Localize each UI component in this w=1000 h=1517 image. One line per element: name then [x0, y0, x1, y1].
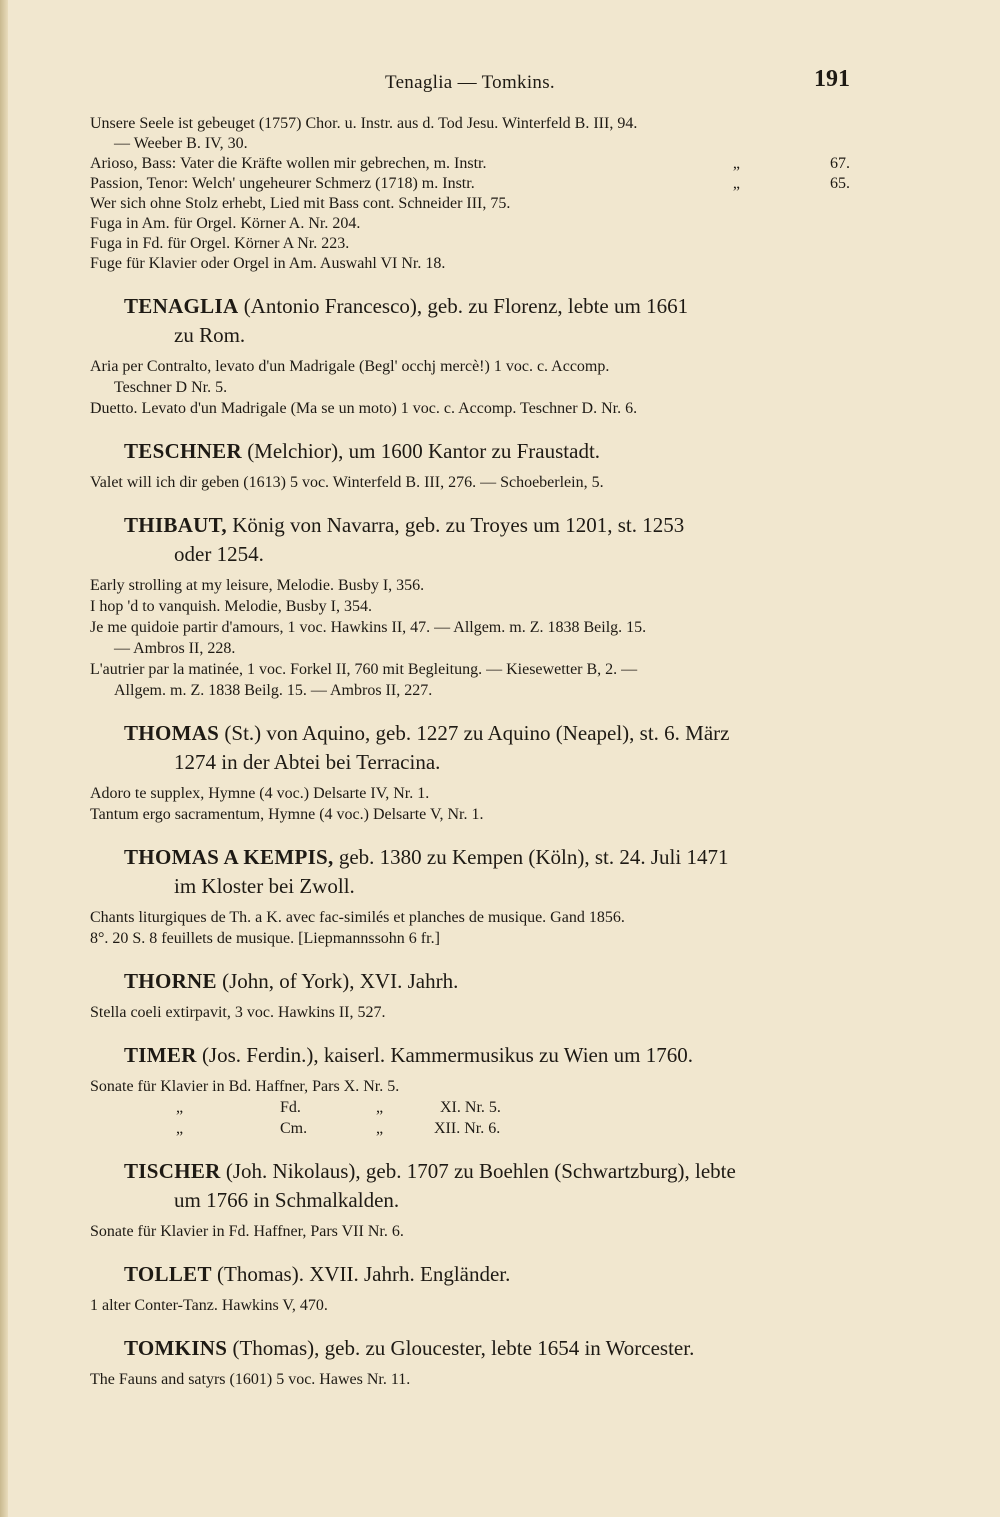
entry-text: Passion, Tenor: Welch' ungeheurer Schmerz (1718) m. Instr. [90, 175, 475, 192]
work-line: — Ambros II, 228. [114, 640, 236, 657]
running-head [90, 60, 850, 96]
continued-entry-list [90, 114, 850, 274]
composer-heading [90, 1334, 850, 1363]
work-line: Valet will ich dir geben (1613) 5 voc. Winterfeld B. III, 276. — Schoeberlein, 5. [90, 474, 604, 491]
composer-name: TOLLET [124, 1262, 212, 1286]
work-line: Allgem. m. Z. 1838 Beilg. 15. — Ambros II, 227. [114, 682, 433, 699]
composer-entry [90, 1041, 850, 1139]
composer-heading [90, 437, 850, 466]
composer-name: THOMAS A KEMPIS, [124, 845, 334, 869]
composer-heading [90, 1041, 850, 1070]
key-text: Cm. [280, 1120, 308, 1137]
composer-description: (Jos. Ferdin.), kaiserl. Kammermusikus zu Wien um 1760. [201, 1043, 693, 1067]
ditto-mark: „ [176, 1099, 184, 1116]
composer-name: THIBAUT, [124, 513, 227, 537]
key-text: Fd. [280, 1099, 301, 1116]
composer-description-cont: zu Rom. [174, 323, 246, 347]
ditto-mark: „ [376, 1120, 384, 1137]
work-line: Chants liturgiques de Th. a K. avec fac-similés et planches de musique. Gand 1856. [90, 909, 625, 926]
composer-description: (St.) von Aquino, geb. 1227 zu Aquino (Neapel), st. 6. März [224, 721, 730, 745]
ditto-mark: „ [732, 175, 740, 192]
composer-description: (Antonio Francesco), geb. zu Florenz, lebte um 1661 [243, 294, 689, 318]
work-line: Aria per Contralto, levato d'un Madrigale (Begl' occhj mercè!) 1 voc. c. Accomp. [90, 358, 610, 375]
work-line: Sonate für Klavier in Bd. Haffner, Pars X. Nr. 5. [90, 1078, 400, 1095]
composer-entry [90, 1334, 850, 1390]
composer-entry [90, 967, 850, 1023]
ditto-mark: „ [732, 155, 740, 172]
composer-entry [90, 292, 850, 419]
composer-entry [90, 1157, 850, 1242]
continued-entry-line [90, 154, 850, 174]
composer-heading [90, 511, 850, 569]
entry-text: Arioso, Bass: Vater die Kräfte wollen mir gebrechen, m. Instr. [90, 155, 487, 172]
composer-name: TESCHNER [124, 439, 242, 463]
composer-description: (Thomas). XVII. Jahrh. Engländer. [217, 1262, 511, 1286]
continued-entry-line [90, 174, 850, 194]
work-line: 8°. 20 S. 8 feuillets de musique. [Liepmannssohn 6 fr.] [90, 930, 440, 947]
composer-name: TOMKINS [124, 1336, 228, 1360]
composer-name: TENAGLIA [124, 294, 239, 318]
composer-name: TISCHER [124, 1159, 221, 1183]
composer-heading [90, 1260, 850, 1289]
ditto-line [90, 1118, 850, 1139]
composer-name: TIMER [124, 1043, 197, 1067]
continued-entry-line: Fuge für Klavier oder Orgel in Am. Auswahl VI Nr. 18. [90, 255, 446, 272]
composer-description-cont: 1274 in der Abtei bei Terracina. [174, 750, 441, 774]
composer-heading [90, 719, 850, 777]
work-line: I hop 'd to vanquish. Melodie, Busby I, 354. [90, 598, 372, 615]
work-line: Stella coeli extirpavit, 3 voc. Hawkins II, 527. [90, 1004, 386, 1021]
book-page [90, 60, 850, 1390]
entry-reference: 65. [830, 175, 850, 192]
continued-entry-line: Fuga in Fd. für Orgel. Körner A Nr. 223. [90, 235, 350, 252]
composer-description: (Joh. Nikolaus), geb. 1707 zu Boehlen (Schwartzburg), lebte [225, 1159, 736, 1183]
composer-entry [90, 511, 850, 701]
composer-description: (John, of York), XVI. Jahrh. [222, 969, 459, 993]
work-line: Teschner D Nr. 5. [114, 379, 228, 396]
composer-description: König von Navarra, geb. zu Troyes um 1201, st. 1253 [232, 513, 685, 537]
pars-text: XI. Nr. 5. [440, 1099, 501, 1116]
work-line: Tantum ergo sacramentum, Hymne (4 voc.) Delsarte V, Nr. 1. [90, 806, 484, 823]
continued-entry-line: — Weeber B. IV, 30. [114, 135, 248, 152]
composer-entry [90, 843, 850, 949]
composer-description: (Melchior), um 1600 Kantor zu Fraustadt. [247, 439, 601, 463]
work-line: Adoro te supplex, Hymne (4 voc.) Delsarte IV, Nr. 1. [90, 785, 430, 802]
composer-description-cont: oder 1254. [174, 542, 264, 566]
pars-text: XII. Nr. 6. [434, 1120, 501, 1137]
work-line: L'autrier par la matinée, 1 voc. Forkel II, 760 mit Begleitung. — Kiesewetter B, 2. — [90, 661, 638, 678]
composer-heading [90, 967, 850, 996]
work-line: Duetto. Levato d'un Madrigale (Ma se un moto) 1 voc. c. Accomp. Teschner D. Nr. 6. [90, 400, 638, 417]
continued-entry-line: Wer sich ohne Stolz erhebt, Lied mit Bass cont. Schneider III, 75. [90, 195, 511, 212]
composer-description-cont: um 1766 in Schmalkalden. [174, 1188, 400, 1212]
continued-entry-line: Unsere Seele ist gebeuget (1757) Chor. u. Instr. aus d. Tod Jesu. Winterfeld B. III, 94. [90, 115, 638, 132]
ditto-mark: „ [376, 1099, 384, 1116]
composer-heading [90, 292, 850, 350]
page-binding-edge [0, 0, 8, 1517]
work-line: Sonate für Klavier in Fd. Haffner, Pars VII Nr. 6. [90, 1223, 404, 1240]
composer-description: (Thomas), geb. zu Gloucester, lebte 1654 in Worcester. [232, 1336, 695, 1360]
ditto-line [90, 1097, 850, 1118]
ditto-mark: „ [176, 1120, 184, 1137]
composer-entry [90, 719, 850, 825]
composer-description: geb. 1380 zu Kempen (Köln), st. 24. Juli 1471 [338, 845, 729, 869]
composer-heading [90, 843, 850, 901]
page-number: 191 [814, 66, 850, 92]
composer-entry [90, 1260, 850, 1316]
running-head-title: Tenaglia — Tomkins. [385, 72, 555, 93]
composer-name: THORNE [124, 969, 217, 993]
work-line: Je me quidoie partir d'amours, 1 voc. Hawkins II, 47. — Allgem. m. Z. 1838 Beilg. 15. [90, 619, 647, 636]
entry-reference: 67. [830, 155, 850, 172]
work-line: The Fauns and satyrs (1601) 5 voc. Hawes Nr. 11. [90, 1371, 411, 1388]
work-line: Early strolling at my leisure, Melodie. Busby I, 356. [90, 577, 425, 594]
work-line: 1 alter Conter-Tanz. Hawkins V, 470. [90, 1297, 328, 1314]
composer-entry [90, 437, 850, 493]
composer-heading [90, 1157, 850, 1215]
composer-name: THOMAS [124, 721, 220, 745]
continued-entry-line: Fuga in Am. für Orgel. Körner A. Nr. 204. [90, 215, 361, 232]
composer-description-cont: im Kloster bei Zwoll. [174, 874, 355, 898]
